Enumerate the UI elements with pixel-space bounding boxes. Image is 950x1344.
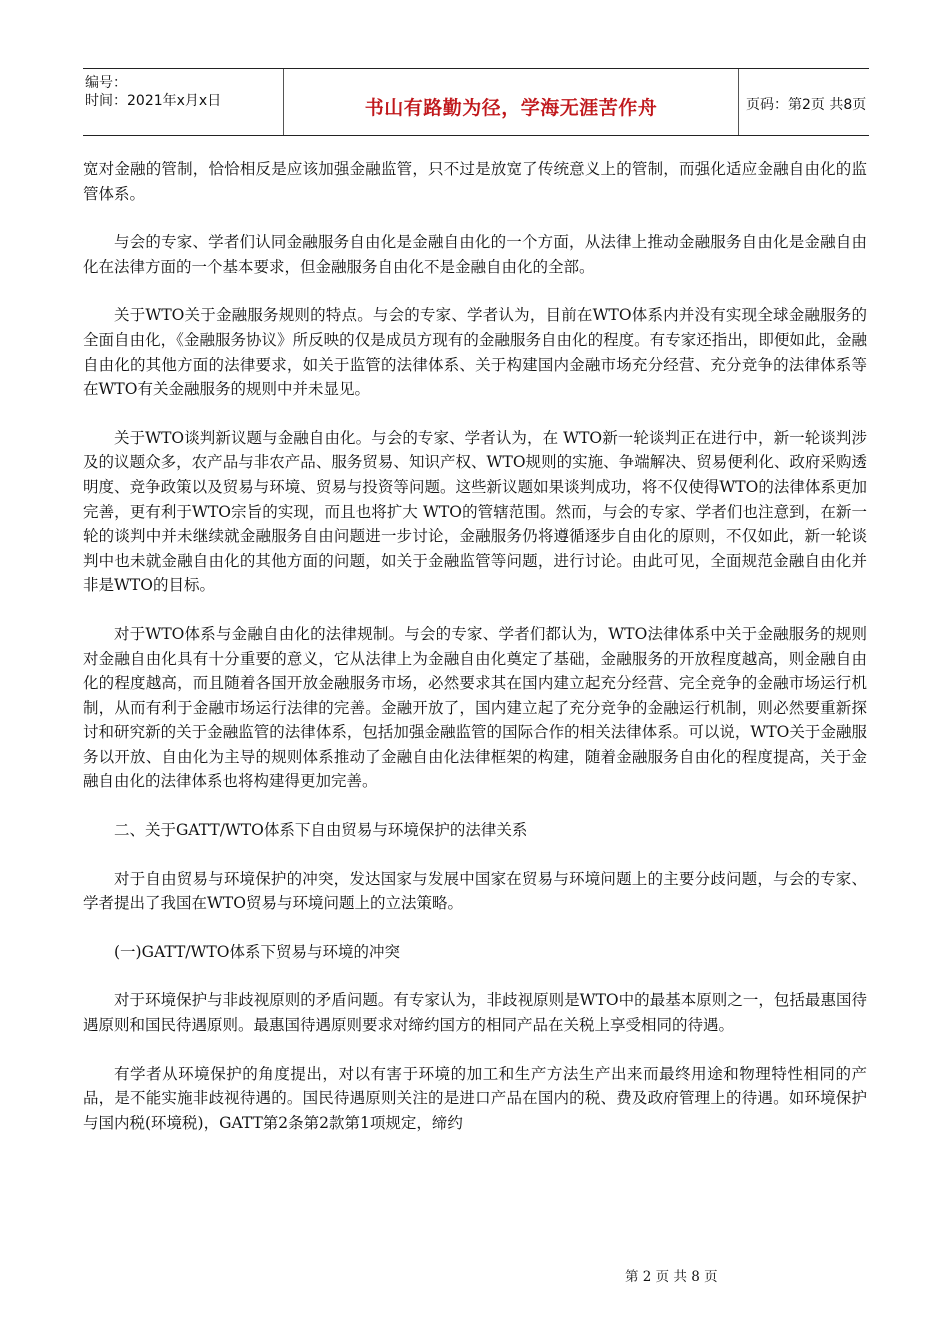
header-page-cell [738,69,869,135]
document-body [83,157,867,1159]
header-motto: 书山有路勤为径，学海无涯苦作舟 [364,97,658,119]
paragraph: 对于WTO体系与金融自由化的法律规制。与会的专家、学者们都认为，WTO法律体系中关于金融服务的规则对金融自由化具有十分重要的意义，它从法律上为金融自由化奠定了基础，金融服务的开放程度越高，则金融自由化的程度越高，而且随着各国开放金融服务市场，必然要求其在国内建立起充分经营、完全竞争的金融市场运行机制，从而有利于金融市场运行法律的完善。金融开放了，国内建立起了充分竞争的金融运行机制，则必然要重新探讨和研究新的关于金融监管的法律体系，包括加强金融监管的国际合作的相关法律体系。可以说，WTO关于金融服务以开放、自由化为主导的规则体系推动了金融自由化法律框架的构建，随着金融服务自由化的程度提高，关于金融自由化的法律体系也将构建得更加完善。 [83,624,867,791]
paragraph: 有学者从环境保护的角度提出，对以有害于环境的加工和生产方法生产出来而最终用途和物理特性相同的产品，是不能实施非歧视待遇的。国民待遇原则关注的是进口产品在国内的税、费及政府管理上的待遇。如环境保护与国内税(环境税)，GATT第2条第2款第1项规定，缔约 [83,1064,867,1132]
paragraph: 关于WTO关于金融服务规则的特点。与会的专家、学者认为，目前在WTO体系内并没有实现全球金融服务的全面自由化，《金融服务协议》所反映的仅是成员方现有的金融服务自由化的程度。有专家还指出，即便如此，金融自由化的其他方面的法律要求，如关于监管的法律体系、关于构建国内金融市场充分经营、充分竞争的法律体系等在WTO有关金融服务的规则中并未显见。 [83,306,867,399]
paragraph: 宽对金融的管制，恰恰相反是应该加强金融监管，只不过是放宽了传统意义上的管制，而强化适应金融自由化的监管体系。 [83,160,867,203]
paragraph: 关于WTO谈判新议题与金融自由化。与会的专家、学者认为，在 WTO新一轮谈判正在进行中，新一轮谈判涉及的议题众多，农产品与非农产品、服务贸易、知识产权、WTO规则的实施、争端解决、贸易便利化、政府采购透明度、竞争政策以及贸易与环境、贸易与投资等问题。这些新议题如果谈判成功，将不仅使得WTO的法律体系更加完善，更有利于WTO宗旨的实现，而且也将扩大 WTO的管辖范围。然而，与会的专家、学者们也注意到，在新一轮的谈判中并未继续就金融服务自由问题进一步讨论，金融服务仍将遵循逐步自由化的原则，不仅如此，新一轮谈判中也未就金融自由化的其他方面的问题，如关于金融监管等问题，进行讨论。由此可见，全面规范金融自由化并非是WTO的目标。 [83,428,867,595]
header-meta [83,69,283,135]
paragraph: 对于自由贸易与环境保护的冲突，发达国家与发展中国家在贸易与环境问题上的主要分歧问题，与会的专家、学者提出了我国在WTO贸易与环境问题上的立法策略。 [83,869,867,913]
paragraph: 与会的专家、学者们认同金融服务自由化是金融自由化的一个方面，从法律上推动金融服务自由化是金融自由化在法律方面的一个基本要求，但金融服务自由化不是金融自由化的全部。 [83,233,867,276]
document-header [83,68,869,136]
header-motto-cell [283,69,739,135]
document-date-label: 时间：2021年x月x日 [85,93,222,109]
section-heading: 二、关于GATT/WTO体系下自由贸易与环境保护的法律关系 [114,821,528,840]
subsection-heading: (一)GATT/WTO体系下贸易与环境的冲突 [114,942,400,961]
paragraph: 对于环境保护与非歧视原则的矛盾问题。有专家认为，非歧视原则是WTO中的最基本原则之一，包括最惠国待遇原则和国民待遇原则。最惠国待遇原则要求对缔约国方的相同产品在关税上享受相同的待遇。 [83,991,867,1035]
document-number-label: 编号： [85,75,127,91]
header-page-info: 页码：第2页 共8页 [746,97,867,113]
footer-page-number: 第 2 页 共 8 页 [625,1269,718,1285]
